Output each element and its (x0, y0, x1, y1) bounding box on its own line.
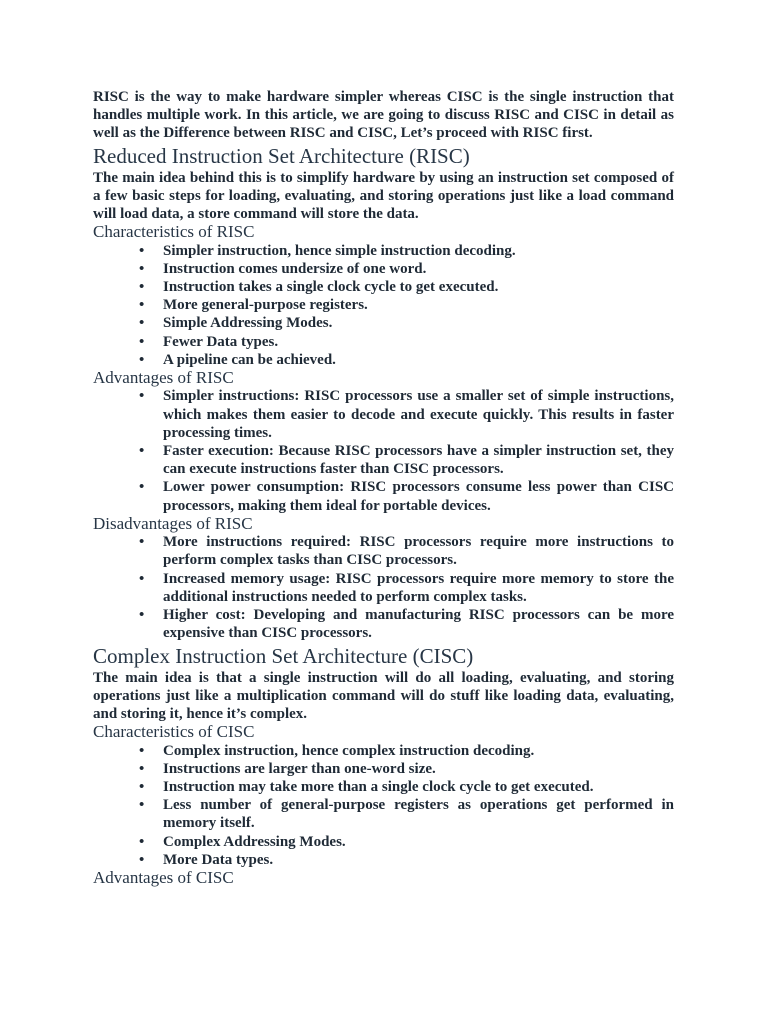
cisc-characteristics-heading: Characteristics of CISC (93, 722, 255, 742)
list-item (139, 760, 674, 778)
cisc-heading: Complex Instruction Set Architecture (CISC) (93, 643, 474, 668)
list-item-text: Instruction may take more than a single clock cycle to get executed. (163, 778, 594, 795)
list-item-text: Complex Addressing Modes. (163, 833, 346, 850)
list-item (139, 333, 674, 351)
bullet-icon: • (139, 607, 145, 624)
list-item (139, 742, 674, 760)
list-item (139, 351, 674, 369)
list-item-text: Higher cost: Developing and manufacturing RISC processors can be more expensive than CISC processors. (163, 607, 674, 642)
list-item-text: Complex instruction, hence complex instruction decoding. (163, 742, 535, 759)
bullet-icon: • (139, 297, 145, 314)
risc-description: The main idea behind this is to simplify hardware by using an instruction set composed of a few basic steps for loading, evaluating, and storing operations just like a load command will load data, a store command will store the data. (93, 169, 674, 223)
bullet-icon: • (139, 778, 145, 795)
list-item-text: Faster execution: Because RISC processors have a simpler instruction set, they can execute instructions faster than CISC processors. (163, 443, 674, 478)
bullet-icon: • (139, 479, 145, 496)
list-item (139, 533, 674, 569)
list-item-text: Increased memory usage: RISC processors require more memory to store the additional instructions needed to perform complex tasks. (163, 570, 674, 605)
list-item (139, 796, 674, 832)
bullet-icon: • (139, 388, 145, 405)
list-item-text: Less number of general-purpose registers as operations get performed in memory itself. (163, 797, 674, 832)
bullet-icon: • (139, 534, 145, 551)
list-item (139, 260, 674, 278)
bullet-icon: • (139, 242, 145, 259)
bullet-icon: • (139, 570, 145, 587)
risc-characteristics-heading: Characteristics of RISC (93, 222, 255, 242)
document-page (93, 88, 674, 887)
cisc-description: The main idea is that a single instruction will do all loading, evaluating, and storing operations just like a multiplication command will do stuff like loading data, evaluating, and storing it, hence it’s complex. (93, 669, 674, 722)
bullet-icon: • (139, 742, 145, 759)
list-item-text: A pipeline can be achieved. (163, 351, 336, 368)
bullet-icon: • (139, 760, 145, 777)
risc-characteristics-list (93, 242, 674, 369)
list-item (139, 242, 674, 260)
list-item (139, 278, 674, 296)
list-item (139, 387, 674, 442)
list-item-text: Simple Addressing Modes. (163, 315, 333, 332)
bullet-icon: • (139, 351, 145, 368)
list-item-text: Fewer Data types. (163, 333, 279, 350)
list-item-text: More general-purpose registers. (163, 297, 368, 314)
risc-advantages-list (93, 387, 674, 514)
cisc-characteristics-list (93, 742, 674, 869)
list-item-text: Simpler instruction, hence simple instruction decoding. (163, 242, 516, 259)
list-item (139, 478, 674, 514)
list-item (139, 314, 674, 332)
bullet-icon: • (139, 833, 145, 850)
list-item (139, 606, 674, 642)
intro-paragraph: RISC is the way to make hardware simpler whereas CISC is the single instruction that handles multiple work. In this article, we are going to discuss RISC and CISC in detail as well as the Difference between RISC and CISC, Let’s proceed with RISC first. (93, 89, 674, 142)
list-item-text: Instruction takes a single clock cycle to get executed. (163, 279, 499, 296)
list-item-text: Instructions are larger than one-word size. (163, 760, 436, 777)
list-item-text: More Data types. (163, 851, 274, 868)
risc-heading: Reduced Instruction Set Architecture (RISC) (93, 143, 470, 168)
bullet-icon: • (139, 851, 145, 868)
list-item (139, 851, 674, 869)
bullet-icon: • (139, 443, 145, 460)
list-item (139, 833, 674, 851)
bullet-icon: • (139, 333, 145, 350)
list-item (139, 570, 674, 606)
bullet-icon: • (139, 315, 145, 332)
bullet-icon: • (139, 797, 145, 814)
risc-disadvantages-heading: Disadvantages of RISC (93, 513, 253, 533)
bullet-icon: • (139, 279, 145, 296)
list-item (139, 442, 674, 478)
list-item-text: More instructions required: RISC processors require more instructions to perform complex tasks than CISC processors. (163, 534, 674, 569)
risc-disadvantages-list (93, 533, 674, 642)
list-item (139, 778, 674, 796)
list-item-text: Simpler instructions: RISC processors use a smaller set of simple instructions, which makes them easier to decode and execute quickly. This results in faster processing times. (163, 388, 674, 441)
risc-advantages-heading: Advantages of RISC (93, 368, 234, 388)
cisc-advantages-heading: Advantages of CISC (93, 867, 234, 887)
bullet-icon: • (139, 260, 145, 277)
list-item (139, 296, 674, 314)
list-item-text: Lower power consumption: RISC processors consume less power than CISC processors, making them ideal for portable devices. (163, 479, 674, 514)
list-item-text: Instruction comes undersize of one word. (163, 260, 427, 277)
